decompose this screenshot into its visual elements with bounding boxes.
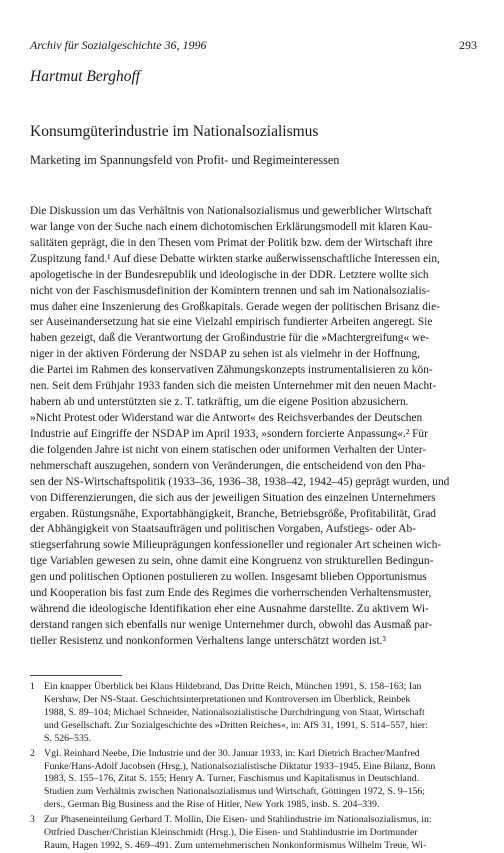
body-line: während die ideologische Identifikation eher eine Ausnahme darstellte. Zu aktivem Wi- bbox=[30, 603, 429, 616]
body-line: ser Auseinandersetzung hat sie eine Vielzahl empirisch fundierter Arbeiten angeregt. Sie bbox=[30, 316, 433, 329]
body-line: Die Diskussion um das Verhältnis von Nationalsozialismus und gewerblicher Wirtschaft bbox=[30, 205, 432, 217]
footnote-text: 1983, S. 155–176, Zitat S. 155; Henry A. Turner, Faschismus und Kapitalismus in Deutschland. bbox=[44, 773, 420, 785]
body-line: apologetische in der Bundesrepublik und ideologische in der DDR. Letztere wollte sich bbox=[30, 268, 429, 281]
footnote-text: Studien zum Verhältnis zwischen Nationalsozialismus und Wirtschaft, Göttingen 1972, S. 9–156; bbox=[44, 786, 426, 798]
body-line: Zuspitzung fand.¹ Auf diese Debatte wirkten starke außerwissenschaftliche Interessen ein, bbox=[30, 252, 440, 265]
body-line: Industrie auf Eingriffe der NSDAP im April 1933, »sondern forcierte Anpassung«.² Für bbox=[30, 427, 428, 440]
footnote-line bbox=[30, 827, 477, 840]
body-line: nicht von der Faschismusdefinition der Komintern trennen und sah im Nationalsozialis- bbox=[30, 284, 430, 297]
footnote-line bbox=[30, 748, 477, 761]
footnote-rule bbox=[30, 675, 122, 676]
footnote-line bbox=[30, 707, 477, 720]
footnote-text: und Gesellschaft. Zur Sozialgeschichte des »Dritten Reiches«, in: AfS 31, 1991, S. 514–557, hier: bbox=[44, 719, 428, 731]
body-line: tieller Resistenz und nonkonformen Verhaltens lange unterschätzt worden ist.³ bbox=[30, 634, 386, 647]
article-author: Hartmut Berghoff bbox=[30, 68, 141, 85]
body-line: sen der NS-Wirtschaftspolitik (1933–36, 1936–38, 1938–42, 1942–45) geprägt wurden, und bbox=[30, 475, 450, 488]
footnote-text: Ein knapper Überblick bei Klaus Hildebrand, Das Dritte Reich, München 1991, S. 158–163; Ian bbox=[44, 681, 422, 692]
body-line: der Abhängigkeit von Staatsaufträgen und politischen Vorgaben, Aufstiegs- oder Ab- bbox=[30, 523, 416, 536]
footnote-line bbox=[30, 840, 477, 853]
body-line: nehmerschaft auszugehen, sondern von Veränderungen, die entscheidend von den Pha- bbox=[30, 459, 426, 472]
footnote-line bbox=[30, 720, 477, 733]
footnote-line bbox=[30, 694, 477, 707]
footnote-text: Kershaw, Der NS-Staat. Geschichtsinterpretationen und Kontroversen im Überblick, Reinbek bbox=[44, 693, 411, 705]
footnote-line bbox=[30, 786, 477, 799]
body-line: stiegserfahrung sowie Milieuprägungen konfessioneller und regionaler Art scheinen wich- bbox=[30, 539, 442, 552]
footnote-text: Ottfried Dascher/Christian Kleinschmidt (Hrsg.), Die Eisen- und Stahlindustrie im Dortmunder bbox=[44, 827, 418, 839]
body-line: gen und politischen Optionen postulieren zu wollen. Insgesamt blieben Opportunismus bbox=[30, 571, 427, 584]
footnote-line bbox=[30, 681, 477, 694]
footnote-line bbox=[30, 761, 477, 774]
body-line: derstand rangen sich ebenfalls nur wenige Unternehmer durch, obwohl das Ausmaß par- bbox=[30, 618, 433, 631]
body-line: nen. Seit dem Frühjahr 1933 fanden sich die meisten Unternehmer mit den neuen Macht- bbox=[30, 380, 437, 393]
body-line: habern ab und unterstützten sie z. T. tatkräftig, um die eigene Position abzusichern. bbox=[30, 396, 409, 409]
running-head bbox=[30, 38, 477, 54]
body-line: die folgenden Jahre ist nicht von einem statischen oder uniformen Verhalten der Unter- bbox=[30, 443, 427, 456]
footnote-text: S. 526–535. bbox=[44, 732, 92, 744]
footnote-number: 1 bbox=[30, 681, 35, 692]
footnote-line bbox=[30, 814, 477, 827]
footnote-number: 3 bbox=[30, 814, 35, 826]
body-line: von Differenzierungen, die sich aus der jeweiligen Situation des einzelnen Unternehmers bbox=[30, 491, 436, 504]
footnote-text: Raum, Hagen 1992, S. 469–491. Zum unternehmerischen Nonkonformismus Wilhelm Treue, Wi- bbox=[44, 840, 427, 852]
page-number: 293 bbox=[459, 38, 477, 52]
body-line: ergaben. Rüstungsnähe, Exportabhängigkeit, Branche, Betriebsgröße, Profitabilität, Grad bbox=[30, 507, 436, 520]
body-line: und Kooperation bis fast zum Ende des Regimes die vorherrschenden Verhaltensmuster, bbox=[30, 587, 432, 600]
body-line: haben gezeigt, daß die Verantwortung der Großindustrie für die »Machtergreifung« we- bbox=[30, 332, 430, 345]
body-line: »Nicht Protest oder Widerstand war die Antwort« des Reichsverbandes der Deutschen bbox=[30, 411, 423, 424]
body-text bbox=[30, 204, 477, 650]
body-line: tige Variablen gewesen zu sein, ohne damit eine Kongruenz von strukturellen Bedingun- bbox=[30, 555, 434, 568]
footnote-text: Vgl. Reinhard Neebe, Die Industrie und der 30. Januar 1933, in: Karl Dietrich Bracher/Manfred bbox=[44, 747, 420, 759]
footnote-text: ders., German Big Business and the Rise of Hitler, New York 1985, insb. S. 204–339. bbox=[44, 799, 380, 811]
article-title: Konsumgüterindustrie im Nationalsozialismus bbox=[30, 123, 319, 140]
footnotes bbox=[30, 681, 477, 853]
body-line: war lange von der Suche nach einem dichotomischen Erklärungsmodell mit klaren Kau- bbox=[30, 220, 433, 233]
footnote-line bbox=[30, 799, 477, 812]
body-line: salitäten geprägt, die in den Thesen vom Primat der Politik bzw. dem der Wirtschaft ihre bbox=[30, 236, 433, 249]
journal-citation: Archiv für Sozialgeschichte 36, 1996 bbox=[30, 38, 207, 52]
body-line: die Partei im Rahmen des konservativen Zähmungskonzepts instrumentalisieren zu kön- bbox=[30, 364, 433, 377]
article-subtitle: Marketing im Spannungsfeld von Profit- und Regimeinteressen bbox=[30, 153, 340, 167]
footnote-line bbox=[30, 733, 477, 746]
footnote-text: Zur Phaseneinteilung Gerhard T. Mollin, Die Eisen- und Stahlindustrie im Nationalsozialismus, in: bbox=[44, 814, 432, 826]
footnote-text: Funke/Hans-Adolf Jacobsen (Hrsg.), Nationalsozialistische Diktatur 1933–1945. Eine Bilanz, Bonn bbox=[44, 760, 436, 772]
footnote-text: 1988, S. 89–104; Michael Schneider, Nationalsozialistische Durchdringung von Staat, Wirtschaft bbox=[44, 706, 425, 718]
body-line: niger in der aktiven Förderung der NSDAP zu sehen ist als vielmehr in der Hoffnung, bbox=[30, 348, 421, 361]
body-line: mus daher eine Inszenierung des Großkapitals. Gerade wegen der politischen Brisanz die- bbox=[30, 300, 440, 313]
footnote-line bbox=[30, 773, 477, 786]
footnote-number: 2 bbox=[30, 747, 35, 759]
